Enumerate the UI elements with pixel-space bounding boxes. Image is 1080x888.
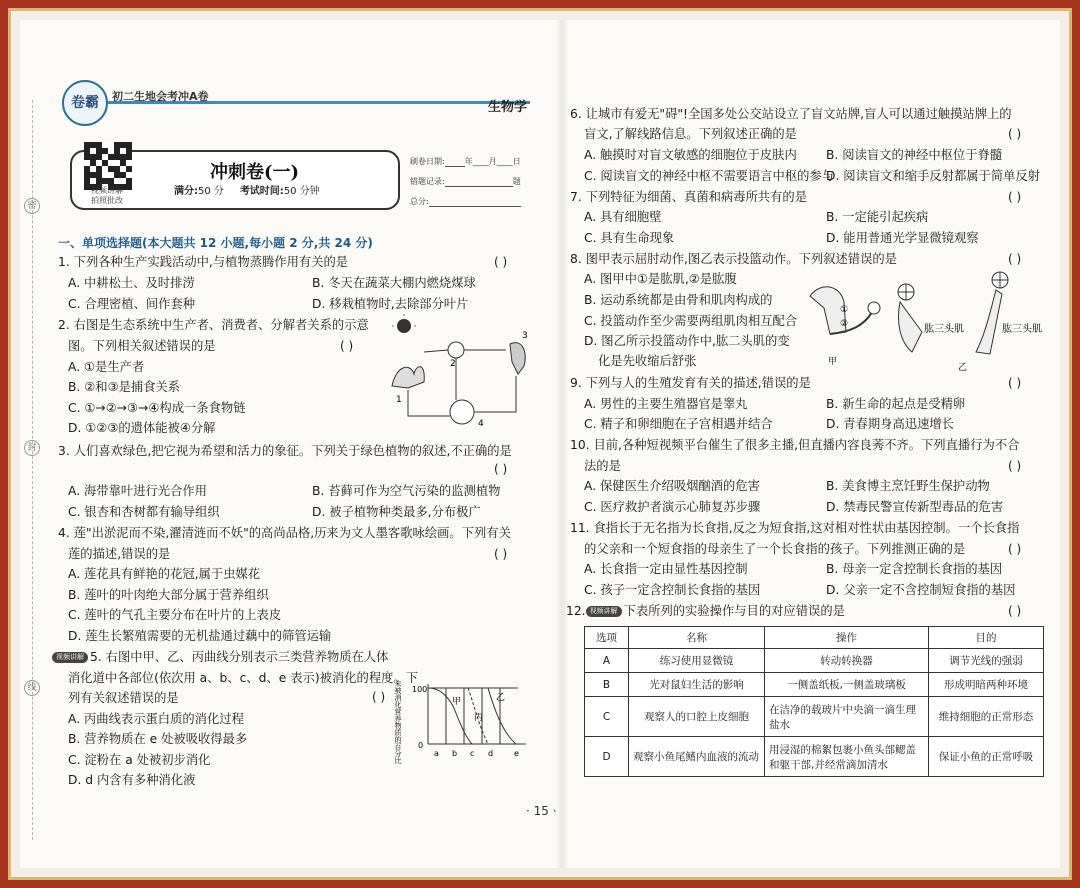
curve-label-jia: 甲	[452, 697, 462, 707]
q2-option-b[interactable]: B. ②和③是捕食关系	[68, 380, 181, 394]
q1-stem: 1. 下列各种生产实践活动中,与植物蒸腾作用有关的是	[58, 255, 349, 269]
total-label: 总分:	[410, 197, 429, 206]
q8-answer-box[interactable]: ( )	[1008, 252, 1022, 266]
q10-answer-box[interactable]: ( )	[1008, 459, 1022, 473]
record-suffix: 题	[512, 177, 521, 186]
q3-option-c[interactable]: C. 银杏和杏树都有输导组织	[68, 505, 220, 519]
record-label: 错题记录:	[410, 177, 445, 186]
q5-stem-2: 消化道中各部位(依次用 a、b、c、d、e 表示)被消化的程度。下	[68, 671, 419, 685]
q10-option-a[interactable]: A. 保健医生介绍吸烟酗酒的危害	[584, 479, 760, 493]
q12-answer-box[interactable]: ( )	[1008, 604, 1022, 618]
q2-stem-1: 2. 右图是生态系统中生产者、消费者、分解者关系的示意	[58, 318, 369, 332]
q6-stem-1: 6. 让城市有爱无"碍"!全国多处公交站设立了盲文站牌,盲人可以通过触摸站牌上的	[570, 107, 1012, 121]
q2-answer-box[interactable]: ( )	[340, 339, 354, 353]
q6-stem-2: 盲文,了解线路信息。下列叙述正确的是	[584, 127, 797, 141]
q6-answer-box[interactable]: ( )	[1008, 127, 1022, 141]
margin-mark-mi: 密	[24, 198, 40, 214]
table-header-row	[585, 627, 1044, 649]
q2-option-a[interactable]: A. ①是生产者	[68, 360, 145, 374]
time-value: 50 分钟	[283, 186, 320, 197]
q10-stem-1: 10. 目前,各种短视频平台催生了很多主播,但直播内容良莠不齐。下列直播行为不合	[570, 438, 1020, 452]
ecosystem-diagram	[382, 316, 532, 428]
insect-icon	[448, 342, 464, 358]
q8-option-b[interactable]: B. 运动系统都是由骨和肌肉构成的	[584, 293, 773, 307]
x-label-e: e	[514, 749, 519, 758]
fig-label-jia: 甲	[828, 357, 838, 367]
arm-yi-icon-1	[899, 302, 923, 352]
table-cell: B	[585, 673, 629, 697]
q1-answer-box[interactable]: ( )	[494, 255, 508, 269]
q8-option-a[interactable]: A. 图甲中①是肱肌,②是肱腹	[584, 272, 737, 286]
qr-caption-line-1: 视频讲解	[91, 186, 123, 195]
table-cell: D	[585, 737, 629, 777]
arm-yi-icon-2	[976, 290, 1002, 354]
bird-icon	[510, 343, 525, 374]
table-cell: C	[585, 697, 629, 737]
arrow-1-2	[424, 350, 448, 352]
q5-stem-3: 列有关叙述错误的是	[68, 691, 179, 705]
q4-stem-2: 莲的描述,错误的是	[68, 547, 171, 561]
q1-option-d[interactable]: D. 移栽植物时,去除部分叶片	[312, 297, 469, 311]
y-min-label: 0	[418, 741, 424, 750]
y-max-label: 100	[412, 685, 428, 694]
digestion-chart	[394, 668, 538, 768]
q8-option-d-1[interactable]: D. 图乙所示投篮动作中,肱二头肌的变	[584, 334, 790, 348]
table-row	[585, 673, 1044, 697]
fig-label-triceps-2: 肱三头肌	[1002, 324, 1042, 335]
section-title: 一、单项选择题(本大题共 12 小题,每小题 2 分,共 24 分)	[58, 236, 373, 250]
q4-stem-1: 4. 莲"出淤泥而不染,濯清涟而不妖"的高尚品格,历来为文人墨客歌咏绘画。下列有关	[58, 526, 511, 540]
q6-option-b[interactable]: B. 阅读盲文的神经中枢位于脊髓	[826, 148, 1003, 162]
q1-option-b[interactable]: B. 冬天在蔬菜大棚内燃烧煤球	[312, 276, 476, 290]
q5-stem-1	[52, 647, 388, 667]
curve-label-yi: 乙	[496, 693, 506, 703]
q3-option-a[interactable]: A. 海带靠叶进行光合作用	[68, 484, 207, 498]
q4-option-b[interactable]: B. 莲叶的叶肉绝大部分属于营养组织	[68, 588, 269, 602]
date-field[interactable]	[410, 156, 521, 167]
table-cell: 用浸湿的棉絮包裹小鱼头部鳃盖和躯干部,并经常滴加清水	[765, 737, 929, 777]
qr-caption	[80, 186, 134, 206]
q5-stem-1-text: 5. 右图中甲、乙、丙曲线分别表示三类营养物质在人体	[90, 650, 389, 664]
q2-diagram-label-1: 1	[396, 395, 402, 405]
subject-label: 生物学	[488, 100, 528, 115]
score-label: 满分:	[174, 186, 198, 197]
x-label-d: d	[488, 749, 494, 758]
q11-option-b[interactable]: B. 母亲一定含控制长食指的基因	[826, 562, 1003, 576]
q8-option-d-2[interactable]: 化是先收缩后舒张	[598, 354, 697, 368]
q3-stem: 3. 人们喜欢绿色,把它视为希望和活力的象征。下列关于绿色植物的叙述,不正确的是	[58, 444, 512, 458]
q3-option-d[interactable]: D. 被子植物种类最多,分布极广	[312, 505, 481, 519]
q11-stem-2: 的父亲和一个短食指的母亲生了一个长食指的孩子。下列推测正确的是	[584, 542, 966, 556]
q2-diagram-label-3: 3	[522, 331, 528, 341]
q3-option-b[interactable]: B. 苔藓可作为空气污染的监测植物	[312, 484, 501, 498]
col-header-name: 名称	[629, 627, 765, 649]
score-line	[174, 182, 320, 197]
q9-option-a[interactable]: A. 男性的主要生殖器官是睾丸	[584, 397, 748, 411]
table-cell: A	[585, 649, 629, 673]
col-header-option: 选项	[585, 627, 629, 649]
q8-option-c[interactable]: C. 投篮动作至少需要两组肌肉相互配合	[584, 314, 798, 328]
q6-option-d[interactable]: D. 阅读盲文和缩手反射都属于简单反射	[826, 169, 1041, 183]
q4-answer-box[interactable]: ( )	[494, 547, 508, 561]
fig-num-2: ②	[840, 319, 849, 329]
fig-num-1: ①	[840, 305, 849, 315]
q7-stem: 7. 下列特征为细菌、真菌和病毒所共有的是	[570, 190, 807, 204]
error-record-field[interactable]	[410, 176, 521, 187]
decomposer-icon	[450, 400, 474, 424]
q5-video-badge[interactable]: 视频讲解	[52, 652, 88, 663]
qr-caption-line-2: 拍照批改	[91, 196, 123, 205]
table-cell: 练习使用显微镜	[629, 649, 765, 673]
date-suffix: 年____月____日	[464, 157, 521, 166]
time-label: 考试时间:	[239, 186, 284, 197]
curve-label-bing: 丙	[474, 713, 484, 723]
table-cell: 观察人的口腔上皮细胞	[629, 697, 765, 737]
logo: 卷霸	[62, 80, 108, 126]
q9-option-d[interactable]: D. 青春期身高迅速增长	[826, 417, 954, 431]
arrow-3-4	[474, 376, 516, 412]
q7-option-b[interactable]: B. 一定能引起疾病	[826, 210, 929, 224]
q12-video-badge[interactable]: 视频讲解	[586, 606, 622, 617]
q3-answer-box[interactable]: ( )	[494, 462, 508, 476]
q5-answer-box[interactable]: ( )	[372, 690, 386, 704]
q7-answer-box[interactable]: ( )	[1008, 190, 1022, 204]
table-cell: 观察小鱼尾鳍内血液的流动	[629, 737, 765, 777]
q5-option-c[interactable]: C. 淀粉在 a 处被初步消化	[68, 753, 211, 767]
x-label-b: b	[452, 749, 458, 758]
q4-option-c[interactable]: C. 莲叶的气孔主要分布在叶片的上表皮	[68, 608, 282, 622]
qr-code-icon	[84, 142, 132, 190]
table-row	[585, 737, 1044, 777]
q9-stem: 9. 下列与人的生殖发育有关的描述,错误的是	[570, 376, 811, 390]
x-label-a: a	[434, 749, 439, 758]
q6-option-c[interactable]: C. 阅读盲文的神经中枢不需要语言中枢的参与	[584, 169, 835, 183]
q2-option-c[interactable]: C. ①→②→③→④构成一条食物链	[68, 401, 246, 415]
table-cell: 维持细胞的正常形态	[929, 697, 1044, 737]
fig-label-triceps-1: 肱三头肌	[924, 324, 964, 335]
table-row	[585, 697, 1044, 737]
q11-stem-1: 11. 食指长于无名指为长食指,反之为短食指,这对相对性状由基因控制。一个长食指	[570, 521, 1020, 535]
col-header-operation: 操作	[765, 627, 929, 649]
q12-number: 12.	[566, 604, 586, 618]
plant-icon	[392, 367, 424, 388]
q2-diagram-label-4: 4	[478, 419, 484, 429]
q10-option-b[interactable]: B. 美食博主烹饪野生保护动物	[826, 479, 990, 493]
q4-option-a[interactable]: A. 莲花具有鲜艳的花冠,属于虫媒花	[68, 567, 261, 581]
fist-icon	[868, 302, 880, 314]
margin-mark-feng: 封	[24, 440, 40, 456]
q4-option-d[interactable]: D. 莲生长繁殖需要的无机盐通过藕中的筛管运输	[68, 629, 332, 643]
header-series: 初二生地会考冲A卷	[112, 90, 209, 103]
table-cell: 光对鼠妇生活的影响	[629, 673, 765, 697]
q6-option-a[interactable]: A. 触摸时对盲文敏感的细胞位于皮肤内	[584, 148, 797, 162]
page-spine	[556, 20, 568, 868]
table-cell: 转动转换器	[765, 649, 929, 673]
q1-option-a[interactable]: A. 中耕松土、及时排涝	[68, 276, 195, 290]
arrow-1-4	[408, 390, 450, 416]
q7-option-d[interactable]: D. 能用普通光学显微镜观察	[826, 231, 979, 245]
page-title: 冲刺卷(一)	[210, 162, 300, 183]
q11-answer-box[interactable]: ( )	[1008, 542, 1022, 556]
q12-stem-text: 下表所列的实验操作与目的对应错误的是	[623, 604, 845, 618]
q1-option-c[interactable]: C. 合理密植、间作套种	[68, 297, 196, 311]
q11-option-d[interactable]: D. 父亲一定不含控制短食指的基因	[826, 583, 1016, 597]
col-header-purpose: 目的	[929, 627, 1044, 649]
table-cell: 一侧盖纸板,一侧盖玻璃板	[765, 673, 929, 697]
table-cell: 调节光线的强弱	[929, 649, 1044, 673]
q7-option-c[interactable]: C. 具有生命现象	[584, 231, 675, 245]
q11-option-c[interactable]: C. 孩子一定含控制长食指的基因	[584, 583, 761, 597]
q8-stem-text: 8. 图甲表示屈肘动作,图乙表示投篮动作。下列叙述错误的是	[570, 252, 897, 266]
table-cell: 在洁净的载玻片中央滴一滴生理盐水	[765, 697, 929, 737]
curve-jia	[428, 688, 472, 744]
q10-stem-2: 法的是	[584, 459, 621, 473]
q2-option-d[interactable]: D. ①②③的遗体能被④分解	[68, 421, 216, 435]
q5-option-a[interactable]: A. 丙曲线表示蛋白质的消化过程	[68, 712, 244, 726]
table-cell: 形成明暗两种环境	[929, 673, 1044, 697]
arm-movement-figure	[800, 272, 1050, 372]
q7-option-a[interactable]: A. 具有细胞壁	[584, 210, 662, 224]
q8-stem	[570, 249, 897, 269]
digestion-chart-ylabel: 未被消化营养物质的百分比	[394, 680, 402, 764]
sun-icon	[397, 319, 411, 333]
score-value: 50 分	[198, 186, 224, 197]
page-number: · 15 ·	[526, 804, 557, 818]
q10-option-c[interactable]: C. 医疗救护者演示心肺复苏步骤	[584, 500, 761, 514]
date-label: 刷卷日期:	[410, 157, 445, 166]
q5-option-d[interactable]: D. d 内含有多种消化液	[68, 773, 196, 787]
q10-option-d[interactable]: D. 禁毒民警宣传新型毒品的危害	[826, 500, 1004, 514]
q12-stem	[566, 601, 845, 621]
q2-stem-2: 图。下列相关叙述错误的是	[68, 339, 216, 353]
table-cell: 保证小鱼的正常呼吸	[929, 737, 1044, 777]
total-score-field[interactable]	[410, 196, 521, 207]
experiment-table	[584, 626, 1044, 777]
q9-option-b[interactable]: B. 新生命的起点是受精卵	[826, 397, 966, 411]
q11-option-a[interactable]: A. 长食指一定由显性基因控制	[584, 562, 748, 576]
table-row	[585, 649, 1044, 673]
fig-label-yi: 乙	[958, 363, 968, 373]
x-label-c: c	[470, 749, 475, 758]
q9-option-c[interactable]: C. 精子和卵细胞在子宫相遇并结合	[584, 417, 773, 431]
q5-option-b[interactable]: B. 营养物质在 e 处被吸收得最多	[68, 732, 248, 746]
q2-diagram-label-2: 2	[450, 359, 456, 369]
q9-answer-box[interactable]: ( )	[1008, 376, 1022, 390]
margin-mark-xian: 线	[24, 680, 40, 696]
